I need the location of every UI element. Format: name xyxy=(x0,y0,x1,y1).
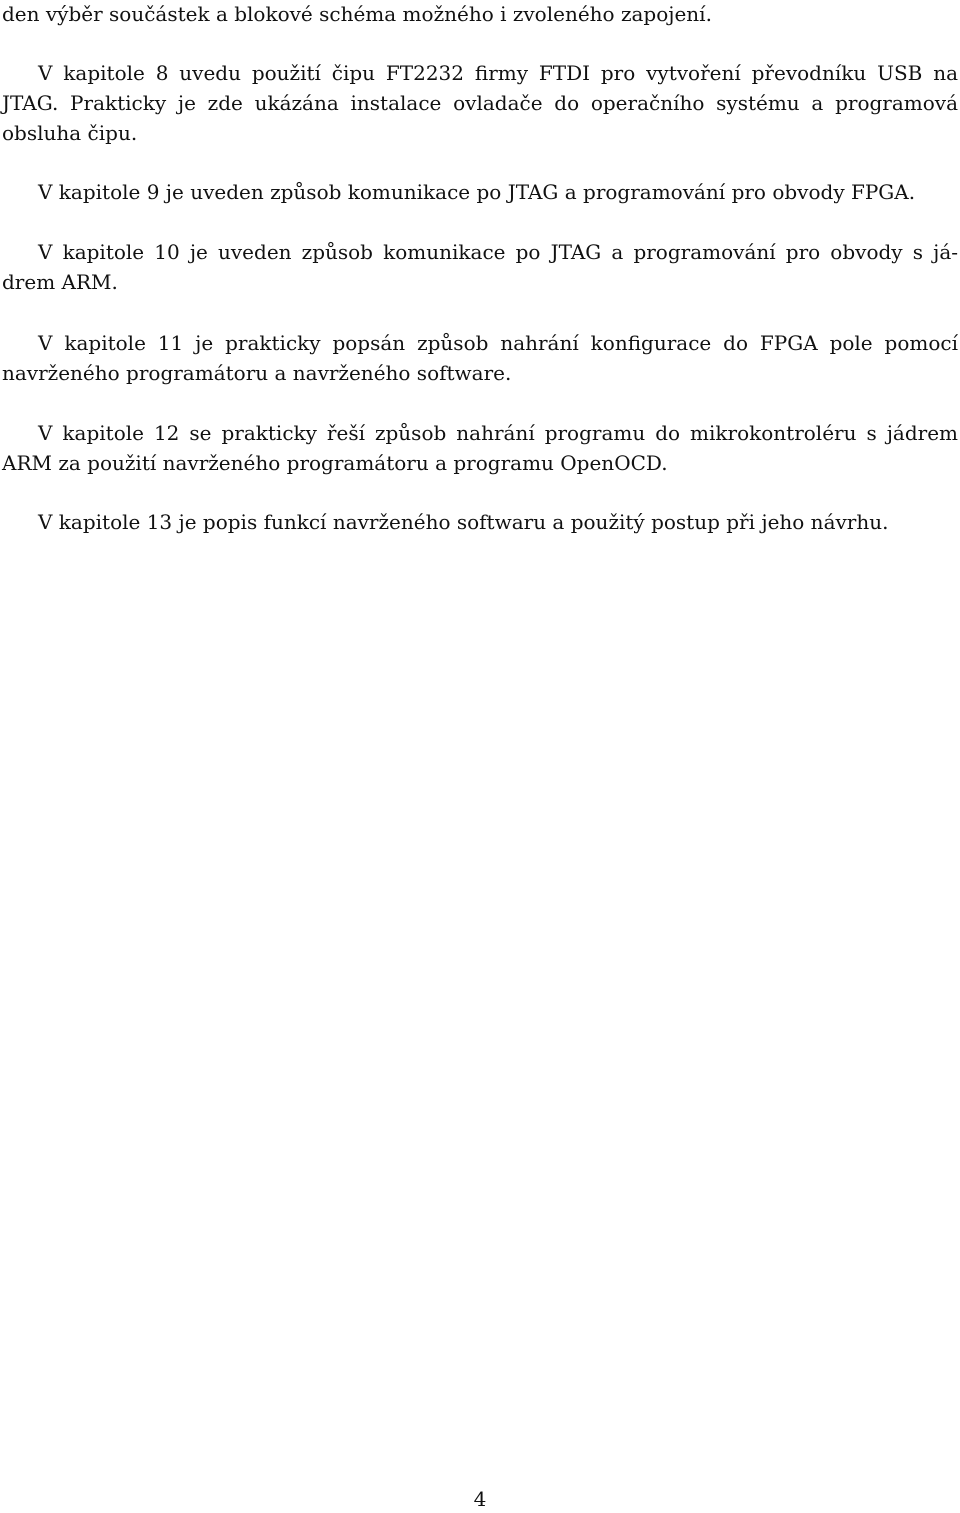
text-line: JTAG. Prakticky je zde ukázána instalace ovladače do operačního systému a programová xyxy=(2,91,958,115)
text-line: V kapitole 8 uvedu použití čipu FT2232 firmy FTDI pro vytvoření převodníku USB na xyxy=(38,61,958,85)
text-line: drem ARM. xyxy=(2,270,118,294)
text-line: ARM za použití navrženého programátoru a programu OpenOCD. xyxy=(2,451,668,475)
text-line: den výběr součástek a blokové schéma možného i zvoleného zapojení. xyxy=(2,2,712,26)
text-line: V kapitole 13 je popis funkcí navrženého softwaru a použitý postup při jeho návrhu. xyxy=(38,510,889,534)
text-line: V kapitole 10 je uveden způsob komunikace po JTAG a programování pro obvody s já- xyxy=(38,240,958,264)
text-line: V kapitole 12 se prakticky řeší způsob nahrání programu do mikrokontroléru s jádrem xyxy=(38,421,958,445)
text-line: navrženého programátoru a navrženého software. xyxy=(2,361,512,385)
text-line: obsluha čipu. xyxy=(2,121,138,145)
text-line: V kapitole 9 je uveden způsob komunikace po JTAG a programování pro obvody FPGA. xyxy=(38,180,916,204)
text-line: V kapitole 11 je prakticky popsán způsob nahrání konfigurace do FPGA pole pomocí xyxy=(38,331,958,355)
page-number: 4 xyxy=(473,1487,487,1511)
